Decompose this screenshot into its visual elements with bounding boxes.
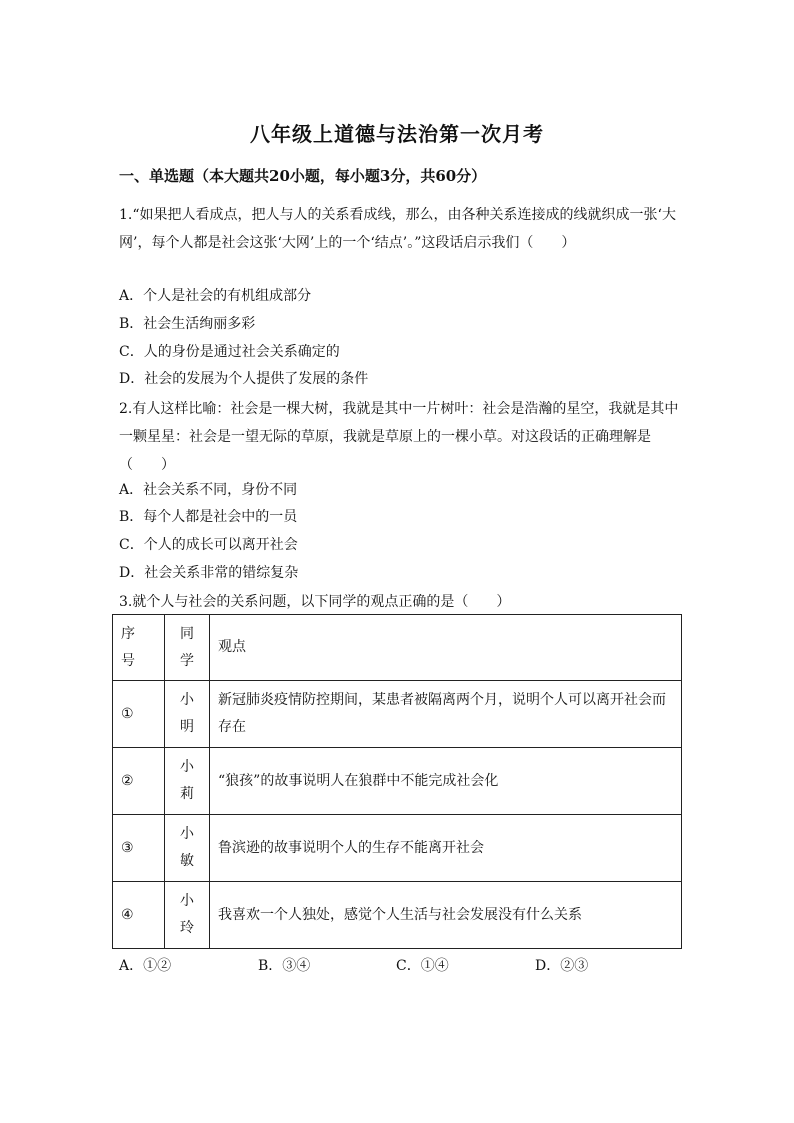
row-4-view: 我喜欢一个人独处，感觉个人生活与社会发展没有什么关系 [210, 882, 682, 949]
table-header-row [113, 615, 682, 681]
row-3-student: 小敏 [180, 826, 194, 869]
row-1-view: 新冠肺炎疫情防控期间，某患者被隔离两个月，说明个人可以离开社会而存在 [210, 681, 682, 748]
question-3-stem: 3.就个人与社会的关系问题，以下同学的观点正确的是（ ） [119, 594, 511, 610]
question-2-option-c[interactable]: C．个人的成长可以离开社会 [119, 537, 298, 553]
question-1-stem: 1.“如果把人看成点，把人与人的关系看成线，那么，由各种关系连接成的线就织成一张‘大网’，每个人都是社会这张‘大网’上的一个‘结点’。”这段话启示我们（ ） [119, 207, 676, 251]
header-student [165, 615, 210, 681]
row-3-no: ③ [113, 815, 165, 882]
table-row [113, 748, 682, 815]
table-row [113, 815, 682, 882]
question-2-option-a[interactable]: A．社会关系不同，身份不同 [119, 482, 298, 498]
question-1-option-d[interactable]: D．社会的发展为个人提供了发展的条件 [119, 371, 369, 387]
header-no [113, 615, 165, 681]
page-title: 八年级上道德与法治第一次月考 [250, 122, 544, 146]
question-3-option-b[interactable]: B．③④ [258, 958, 311, 974]
row-1-student-cell [165, 681, 210, 748]
row-2-no: ② [113, 748, 165, 815]
question-2-option-d[interactable]: D．社会关系非常的错综复杂 [119, 565, 299, 581]
header-view: 观点 [210, 615, 682, 681]
row-2-student: 小莉 [180, 759, 194, 802]
row-2-student-cell [165, 748, 210, 815]
question-3-option-c[interactable]: C．①④ [396, 958, 449, 974]
row-1-no: ① [113, 681, 165, 748]
question-1-option-c[interactable]: C．人的身份是通过社会关系确定的 [119, 344, 340, 360]
header-no-text: 序号 [121, 625, 135, 669]
question-2-stem: 2.有人这样比喻：社会是一棵大树，我就是其中一片树叶：社会是浩瀚的星空，我就是其中一颗星星：社会是一望无际的草原，我就是草原上的一棵小草。对这段话的正确理解是（ ） [119, 401, 679, 473]
question-2-option-b[interactable]: B．每个人都是社会中的一员 [119, 509, 298, 525]
row-3-student-cell [165, 815, 210, 882]
row-1-student: 小明 [180, 692, 194, 735]
header-student-text: 同学 [180, 625, 194, 669]
question-1-option-b[interactable]: B．社会生活绚丽多彩 [119, 316, 256, 332]
table-row [113, 882, 682, 949]
table-row [113, 681, 682, 748]
question-1-option-a[interactable]: A．个人是社会的有机组成部分 [119, 288, 312, 304]
section-heading: 一、单选题（本大题共20小题，每小题3分，共60分） [119, 167, 487, 185]
question-3-option-a[interactable]: A．①② [119, 958, 172, 974]
row-4-student: 小玲 [180, 893, 194, 936]
viewpoint-table [112, 614, 682, 949]
row-2-view: “狼孩”的故事说明人在狼群中不能完成社会化 [210, 748, 682, 815]
row-3-view: 鲁滨逊的故事说明个人的生存不能离开社会 [210, 815, 682, 882]
row-4-student-cell [165, 882, 210, 949]
question-3-option-d[interactable]: D．②③ [535, 958, 589, 974]
row-4-no: ④ [113, 882, 165, 949]
